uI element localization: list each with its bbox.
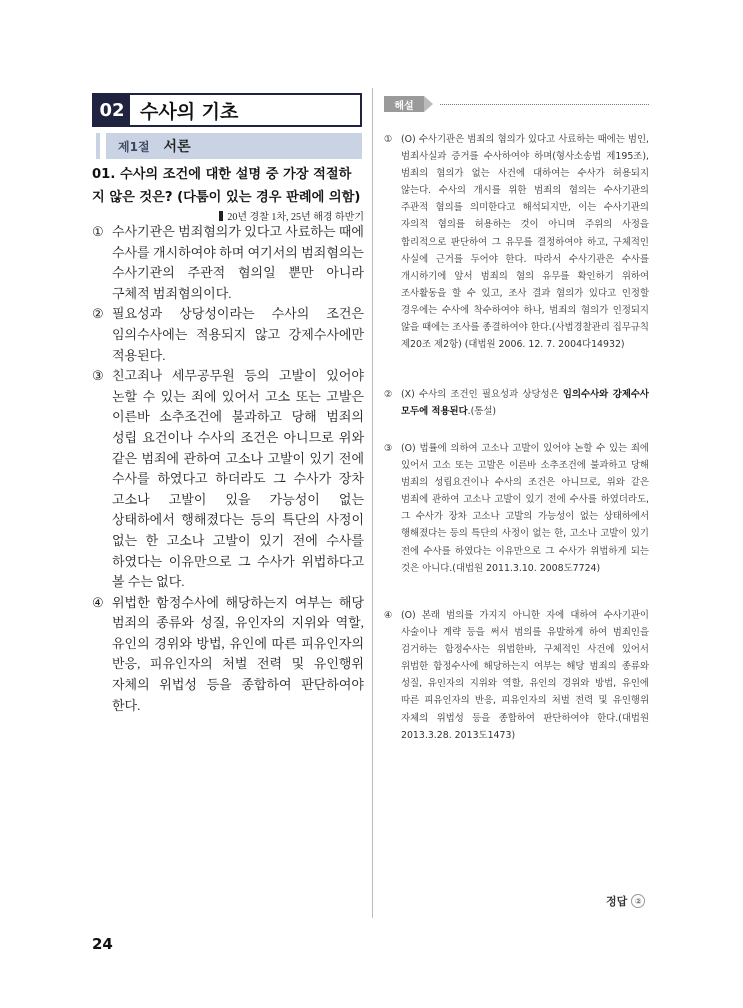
column-divider: [372, 88, 373, 918]
option-3: [92, 366, 364, 593]
explanation-1: [384, 131, 649, 353]
question-text: 01. 수사의 조건에 대한 설명 중 가장 적절하지 않은 것은? (다툼이 있는 경우 판례에 의함): [92, 167, 361, 205]
option-4: [92, 593, 364, 717]
option-number: ②: [92, 306, 104, 322]
chapter-header: [92, 93, 362, 127]
explanation-text-post: .(통설): [467, 406, 497, 418]
explanation-text-pre: (X) 수사의 조건인 필요성과 상당성은: [401, 389, 563, 400]
explanation-label: 해설: [384, 96, 424, 112]
option-text: 필요성과 상당성이라는 수사의 조건은 임의수사에는 적용되지 않고 강제수사에만 적용된다.: [112, 306, 364, 363]
answer-badge: [606, 893, 645, 909]
option-2: [92, 304, 364, 366]
explanation-number: ①: [384, 134, 393, 145]
explanation-3: [384, 440, 649, 577]
explanation-text: (O) 수사기관은 범죄의 혐의가 있다고 사료하는 때에는 범인, 범죄사실과 증거를 수사하여야 하며(형사소송법 제195조), 범죄의 혐의가 없는 사건에 대하여는 수사가 허용되지 않는다. 수사의 개시를 위한 범죄의 혐의는 수사기관의 주관적 혐의를 의미한다고 해석되지만, 이는 수사기관의 자의적 혐의를 허용하는 것이 아니며 주위의 사정을 합리적으로 판단하여 그 유무를 결정하여야 하고, 구체적인 사실에 근거를 두어야 한다. 따라서 수사기관은 수사를 개시하기에 앞서 범죄의 혐의 유무를 확인하기 위하여 조사활동을 할 수 있고, 조사 결과 혐의가 있다고 인정할 경우에는 수사에 착수하여야 하나, 범죄의 혐의가 인정되지 않을 때에는 조사를 종결하여야 한다.(사법경찰관리 집무규칙 제20조 제2항) (대법원 2006. 12. 7. 2004다14932): [401, 134, 649, 351]
arrow-right-icon: [424, 96, 433, 112]
explanation-2: [384, 386, 649, 420]
section-header: [96, 133, 362, 159]
explanation-number: ④: [384, 610, 393, 621]
page-number: 24: [92, 935, 113, 953]
option-number: ①: [92, 224, 104, 239]
option-text: 위법한 함정수사에 해당하는지 여부는 해당 범죄의 종류와 성질, 유인자의 지위와 역할, 유인의 경위와 방법, 유인에 따른 피유인자의 반응, 피유인자의 처벌 전력 및 유인행위 자체의 위법성 등을 종합하여 판단하여야 한다.: [112, 594, 364, 713]
answer-value: ②: [631, 894, 645, 908]
explanation-header: [384, 96, 649, 114]
dotted-rule: [440, 104, 649, 105]
explanation-text: (O) 본래 범의를 가지지 아니한 자에 대하여 수사기관이 사술이나 계략 등을 써서 범의를 유발하게 하여 범죄인을 검거하는 함정수사는 위법한바, 구체적인 사건에 있어서 위법한 함정수사에 해당하는지 여부는 해당 범죄의 종류와 성질, 유인자의 지위와 역할, 유인의 경위와 방법, 유인에 따른 피유인자의 반응, 피유인자의 처벌 전력 및 유인행위 자체의 위법성 등을 종합하여 판단하여야 한다.(대법원 2013.3.28. 2013도1473): [401, 610, 649, 741]
explanation-text-bold: 임의수사와 강제수사 모두에 적용된다: [401, 389, 649, 418]
explanation-number: ③: [384, 443, 393, 454]
option-text: 수사기관은 범죄혐의가 있다고 사료하는 때에 수사를 개시하여야 하며 여기서의 범죄혐의는 수사기관의 주관적 혐의일 뿐만 아니라 구체적 범죄혐의이다.: [112, 224, 364, 301]
section-number: 제1절: [118, 139, 150, 154]
option-number: ④: [92, 594, 104, 610]
answer-label: 정답: [606, 895, 628, 908]
chapter-number: 02: [94, 95, 130, 125]
chapter-title: 수사의 기초: [140, 100, 239, 123]
option-text: 친고죄나 세무공무원 등의 고발이 있어야 논할 수 있는 죄에 있어서 고소 또는 고발은 이른바 소추조건에 불과하고 당해 범죄의 성립 요건이나 수사의 조건은 아니므로 위와 같은 범죄에 관하여 고소나 고발이 있기 전에 수사를 하였다고 하더라도 그 수사가 장차 고소나 고발이 있을 가능성이 없는 상태하에서 행해졌다는 등의 특단의 사정이 없는 한 고소나 고발이 있기 전에 수사를 하였다는 이유만으로 그 수사가 위법하다고 볼 수는 없다.: [112, 368, 364, 590]
section-marker: [100, 133, 106, 159]
question-source-text: 20년 경찰 1차, 25년 해경 하반기: [227, 212, 364, 223]
explanation-text: (O) 법률에 의하여 고소나 고발이 있어야 논할 수 있는 죄에 있어서 고소 또는 고발은 이른바 소추조건에 불과하고 당해 범죄의 성립요건이나 수사의 조건은 아니므로, 위와 같은 범죄에 관하여 고소나 고발이 있기 전에 수사를 하였더라도, 그 수사가 장차 고소나 고발의 가능성이 없는 상태하에서 행해졌다는 등의 특단의 사정이 없는 한, 고소나 고발이 있기 전에 수사를 하였다는 이유만으로 그 수사가 위법하게 되는 것은 아니다.(대법원 2011.3.10. 2008도7724): [401, 443, 649, 574]
option-number: ③: [92, 368, 104, 384]
option-1: [92, 222, 364, 304]
explanation-4: [384, 607, 649, 744]
source-marker: [219, 211, 223, 221]
options-list: [92, 222, 364, 716]
question-source: [92, 208, 364, 223]
explanation-number: ②: [384, 389, 393, 400]
section-title: 서론: [163, 139, 191, 155]
